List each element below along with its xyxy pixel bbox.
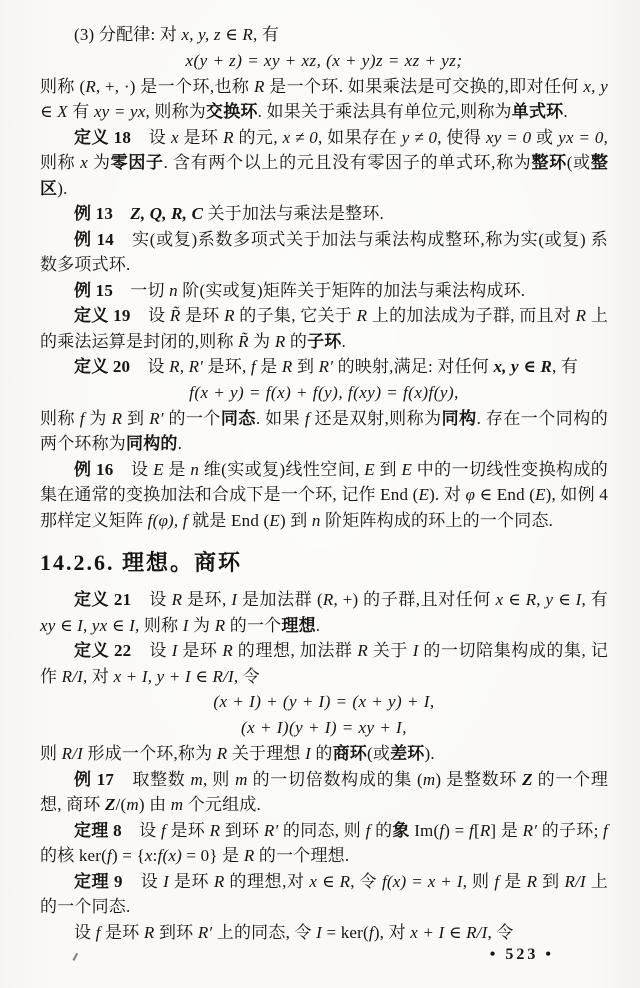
text-segment: 到	[122, 408, 150, 428]
text-segment: 定义 19	[74, 306, 131, 325]
text-segment: x	[171, 127, 179, 147]
para-theorem-8	[40, 818, 608, 869]
text-segment: 是	[255, 357, 282, 376]
text-segment: 上的加法成为子群, 而且对	[367, 306, 576, 325]
text-segment: E	[418, 485, 430, 504]
text-segment: x(y + z) = xy + xz, (x + y)z = xz + yz;	[185, 50, 463, 70]
text-segment: R	[357, 641, 368, 660]
text-segment: R	[143, 922, 155, 942]
text-segment: ).	[57, 178, 68, 198]
text-segment: Z	[522, 769, 533, 789]
text-segment: 取整数	[114, 769, 191, 789]
text-segment: = ker(	[322, 922, 369, 942]
text-segment: x ∈ R, y ∈ I	[495, 590, 582, 609]
text-segment: ), 如例 4 那样定义矩阵	[40, 485, 608, 530]
text-segment: R	[479, 820, 491, 840]
text-segment: (3) 分配律: 对	[74, 25, 182, 44]
text-segment: , +, ·) 是一个环,也称	[95, 76, 254, 96]
text-segment: x, y ∈ X	[40, 76, 608, 121]
text-segment: .	[563, 102, 568, 121]
text-segment: 的映射,满足: 对任何	[333, 357, 494, 376]
text-segment: R	[224, 306, 235, 325]
text-segment: 上的一个同态.	[40, 871, 608, 916]
text-segment: , +) 的子群,且对任何	[333, 590, 496, 609]
text-segment: f(x)	[157, 846, 182, 865]
text-segment: R	[213, 871, 225, 891]
para-definition-21	[40, 587, 608, 638]
text-segment: End (	[492, 485, 536, 504]
para-quotient-ring	[40, 741, 608, 767]
para-closing	[40, 920, 608, 946]
text-segment: E	[364, 459, 375, 479]
text-segment: 到	[292, 357, 319, 376]
text-segment: R′	[263, 820, 279, 840]
text-segment: R	[526, 871, 538, 891]
text-segment: 关于	[367, 641, 413, 660]
text-segment: 例 16	[74, 459, 114, 479]
text-segment: R̃	[169, 306, 181, 325]
text-segment: I	[163, 871, 170, 891]
text-segment: xy ∈ I, yx ∈ I	[40, 615, 135, 635]
text-segment: , 则	[462, 871, 495, 891]
text-segment: .	[177, 434, 183, 453]
text-segment: 到环	[220, 820, 264, 840]
text-segment: 例 17	[74, 769, 115, 789]
text-segment: 形成一个环,称为	[83, 744, 217, 763]
text-segment: .	[315, 615, 321, 635]
text-segment: 设	[130, 357, 170, 376]
text-segment: 的子集, 它关于	[234, 306, 357, 325]
text-segment: m	[422, 769, 436, 789]
text-segment: , 令	[233, 666, 261, 686]
text-segment: R′	[522, 820, 538, 840]
text-segment: 的	[285, 331, 308, 351]
para-ring-definition	[40, 74, 608, 125]
text-segment: xy = 0	[486, 127, 532, 147]
text-segment: I	[171, 641, 178, 660]
text-segment: f	[95, 922, 101, 942]
text-segment: 的	[370, 820, 393, 840]
text-segment: 设	[131, 641, 172, 660]
text-segment: 个元组成.	[183, 795, 261, 814]
text-segment: 是环	[165, 820, 210, 840]
text-segment: I	[231, 590, 238, 609]
text-segment: 中的一切线性变换构成的集在通常的变换加法和合成下是一个环, 记作 End (	[40, 459, 608, 504]
text-segment: 到	[537, 871, 565, 891]
text-segment: ) 到	[279, 510, 312, 530]
text-segment: , 则称为	[145, 102, 206, 121]
text-segment: R	[575, 306, 587, 325]
text-segment: ) = {	[111, 846, 145, 865]
para-example-16	[40, 457, 608, 534]
doc-blocks	[40, 22, 608, 945]
text-segment: ). 对	[429, 485, 466, 504]
text-segment: 设	[113, 459, 154, 479]
text-segment: 是环	[180, 306, 225, 325]
text-segment: 阶矩阵构成的环上的一个同态.	[320, 510, 554, 530]
text-segment: ) 是整数环	[435, 769, 523, 789]
text-segment: . 如果关于乘法具有单位元,则称为	[257, 102, 512, 121]
text-segment: 设	[131, 590, 172, 609]
para-example-13	[40, 201, 608, 227]
text-segment: 还是双射,则称为	[309, 408, 442, 428]
text-segment: R	[214, 615, 226, 635]
text-segment: x ∈ R	[309, 871, 351, 891]
text-segment: 同构的	[126, 434, 178, 453]
text-segment: . 含有两个以上的元且没有零因子的单式环,称为	[163, 153, 532, 172]
text-segment: 整区	[40, 153, 609, 198]
text-segment: .	[341, 331, 346, 351]
para-definition-18	[40, 125, 608, 202]
para-theorem-9	[40, 869, 608, 920]
text-segment: f	[494, 871, 500, 891]
text-segment: 定义 21	[74, 590, 132, 609]
text-segment: , 对	[83, 666, 114, 686]
text-segment: , 令	[487, 922, 514, 942]
text-segment: 定理 8	[74, 820, 122, 840]
text-segment: n	[311, 510, 321, 530]
text-segment: 的一个	[163, 408, 221, 428]
para-example-14	[40, 227, 608, 278]
text-segment: 零因子	[110, 153, 164, 172]
equation-coset-product	[40, 715, 608, 741]
text-segment: f	[368, 922, 374, 942]
text-segment: 到	[374, 459, 402, 479]
text-segment: 则称 (	[40, 76, 86, 96]
text-segment: /(	[115, 795, 127, 814]
text-segment: Z, Q, R, C	[130, 204, 204, 223]
text-segment: φ ∈	[465, 485, 493, 504]
text-segment: 上的乘法运算是封闭的,则称	[40, 306, 609, 351]
text-segment	[113, 204, 130, 223]
text-segment: 则称	[40, 408, 80, 428]
text-segment: 阶(实或复)矩阵关于矩阵的加法与乘法构成环.	[177, 280, 526, 300]
text-segment: , 有	[252, 25, 280, 44]
text-segment: (或	[566, 153, 591, 172]
text-segment: 14.2.6. 理想。商环	[40, 550, 243, 575]
text-segment: 定理 9	[74, 871, 123, 891]
equation-coset-sum	[40, 689, 608, 715]
text-segment: x	[80, 153, 89, 172]
text-segment: 是	[163, 459, 191, 479]
text-segment: R/I	[61, 744, 84, 763]
text-segment: yx = 0	[558, 127, 604, 147]
para-distributive-law	[40, 22, 608, 48]
text-segment: 是	[499, 871, 527, 891]
text-segment: R′	[318, 357, 334, 376]
text-segment: n	[169, 280, 178, 300]
text-segment: x ≠ 0	[282, 127, 318, 147]
text-segment: R, R′	[169, 357, 204, 376]
text-segment: 象	[392, 820, 410, 840]
text-segment: 为	[88, 153, 111, 172]
text-segment: , 如果存在	[317, 127, 402, 147]
text-segment: m	[170, 795, 184, 814]
text-segment: ), 对	[373, 922, 411, 942]
text-segment: R	[216, 744, 228, 763]
text-segment: x + I ∈ R/I	[410, 922, 488, 942]
text-segment: 设	[122, 871, 164, 891]
text-segment: R	[111, 408, 123, 428]
text-segment: I	[305, 744, 311, 763]
text-segment: f	[304, 408, 310, 428]
text-segment: ) 由	[138, 795, 171, 814]
text-segment: 设	[121, 820, 162, 840]
text-segment: 的	[310, 744, 333, 763]
text-segment: 的子环;	[537, 820, 604, 840]
text-segment: , 则称	[40, 127, 609, 172]
text-segment: (x + I) + (y + I) = (x + y) + I,	[213, 692, 435, 711]
para-definition-20	[40, 354, 608, 380]
text-segment: 的核 ker(	[40, 846, 108, 865]
para-definition-22	[40, 638, 608, 689]
text-segment: 差环	[390, 744, 425, 763]
text-segment: 的同态, 则	[278, 820, 366, 840]
text-segment: 设	[131, 127, 171, 147]
text-segment: f	[603, 820, 608, 840]
text-segment: 定义 22	[74, 641, 132, 660]
text-segment: , 令	[350, 871, 382, 891]
text-segment: f	[79, 408, 85, 428]
text-segment: f	[107, 846, 112, 865]
text-segment: 例 14	[74, 229, 114, 249]
text-segment: R	[223, 127, 234, 147]
text-segment: , 使得	[437, 127, 487, 147]
text-segment: m	[235, 769, 248, 789]
equation-distributive	[40, 48, 608, 74]
text-segment: R	[274, 331, 286, 351]
text-segment: 的一个	[225, 615, 282, 635]
text-segment: ).	[424, 744, 435, 763]
text-segment: 为	[248, 331, 275, 351]
text-segment: 单式环	[511, 102, 564, 121]
text-segment: x	[144, 846, 153, 865]
text-segment: , 有	[552, 357, 579, 376]
text-segment: . 存在一个同构的两个环称为	[40, 408, 608, 453]
text-segment: xy = yx	[93, 102, 146, 121]
text-segment: 是环,	[203, 357, 251, 376]
text-segment: Z	[104, 795, 116, 814]
text-segment: 整环	[531, 153, 567, 172]
text-segment: m	[190, 769, 203, 789]
para-example-17	[40, 767, 608, 818]
text-segment: , 有	[581, 590, 608, 609]
text-segment: f	[439, 820, 445, 840]
text-segment: 上的同态, 令	[212, 922, 317, 942]
text-segment: 是环,	[182, 590, 232, 609]
text-segment: R	[281, 357, 293, 376]
text-segment: f	[469, 820, 474, 840]
text-segment: 的一个理想.	[254, 846, 350, 865]
para-definition-19	[40, 303, 608, 354]
text-segment: y ≠ 0	[401, 127, 438, 147]
text-segment: 同态	[220, 408, 256, 428]
text-segment: R	[222, 641, 233, 660]
text-segment: 是环	[100, 922, 144, 942]
scan-mark	[73, 953, 83, 963]
text-segment: R	[356, 306, 368, 325]
text-segment: , 则	[202, 769, 236, 789]
text-segment: 理想	[281, 615, 316, 635]
text-segment: I	[412, 641, 419, 660]
text-segment: . 如果	[255, 408, 305, 428]
text-segment: R′	[149, 408, 164, 428]
text-segment: (x + I)(y + I) = xy + I,	[241, 718, 407, 737]
text-segment: 或	[531, 127, 559, 147]
text-segment: E	[269, 510, 280, 530]
text-segment: 例 13	[74, 204, 114, 223]
text-segment: 的一个理想, 商环	[40, 769, 609, 814]
para-homomorphism	[40, 406, 608, 457]
text-segment: f(φ), f	[147, 510, 188, 530]
text-segment: 例 15	[74, 280, 114, 300]
equation-homomorphism	[40, 380, 608, 406]
text-segment: R	[322, 590, 334, 609]
text-segment: 同构	[441, 408, 477, 428]
text-segment: E	[535, 485, 546, 504]
text-segment: f(x + y) = f(x) + f(y), f(xy) = f(x)f(y),	[189, 382, 459, 402]
text-segment: 到环	[154, 922, 198, 942]
page-number: • 523 •	[489, 946, 554, 963]
text-segment: n	[190, 459, 200, 479]
text-segment: 设	[74, 922, 96, 942]
text-segment: 实(或复)系数多项式关于加法与乘法构成整环,称为实(或复) 系数多项式环.	[40, 229, 608, 274]
text-segment: [	[473, 820, 480, 840]
text-segment: x + I, y + I ∈ R/I	[113, 666, 234, 686]
text-segment: I	[182, 615, 189, 635]
text-segment: I	[316, 922, 323, 942]
text-segment: f(x) = x + I	[381, 871, 463, 891]
text-segment: R	[253, 76, 265, 96]
text-segment: 交换环	[206, 102, 258, 121]
text-segment: R/I	[61, 666, 84, 686]
text-segment: 就是 End (	[187, 510, 270, 530]
para-example-15	[40, 278, 608, 304]
text-segment: 是环	[178, 127, 224, 147]
text-segment: (或	[367, 744, 391, 763]
text-segment: :	[152, 846, 158, 865]
section-heading	[40, 548, 608, 578]
text-segment: 维(实或复)线性空间,	[199, 459, 365, 479]
text-segment: 是环	[177, 641, 223, 660]
text-segment: 定义 20	[74, 357, 131, 376]
text-segment: 则	[40, 744, 62, 763]
text-segment: 的一切倍数构成的集 (	[247, 769, 423, 789]
text-segment: 商环	[332, 744, 368, 763]
text-segment: 是加法群 (	[237, 590, 323, 609]
text-segment: E	[153, 459, 164, 479]
text-segment: 为	[188, 615, 215, 635]
text-segment: 是一个环. 如果乘法是可交换的,即对任何	[264, 76, 584, 96]
text-segment: 的理想, 加法群	[232, 641, 358, 660]
text-segment: 为	[84, 408, 112, 428]
text-segment: f	[161, 820, 166, 840]
text-segment: f	[250, 357, 256, 376]
text-segment: 设	[130, 306, 170, 325]
text-segment: R	[209, 820, 221, 840]
text-segment: ) =	[444, 820, 470, 840]
text-segment: Im(	[409, 820, 440, 840]
text-segment: 是环	[169, 871, 214, 891]
text-segment: = 0} 是	[181, 846, 244, 865]
text-segment: 一切	[113, 280, 170, 300]
text-segment: R	[85, 76, 96, 96]
text-segment: ] 是	[490, 820, 523, 840]
text-segment: R	[243, 846, 255, 865]
text-segment: 有	[67, 102, 94, 121]
text-segment: R/I	[564, 871, 586, 891]
text-segment: E	[401, 459, 413, 479]
text-segment: R̃	[238, 331, 249, 351]
text-segment: 关于理想	[227, 744, 306, 763]
text-segment: 子环	[307, 331, 342, 351]
text-segment: 关于加法与乘法是整环.	[203, 204, 385, 223]
text-segment: R′	[197, 922, 213, 942]
text-segment: , 则称	[134, 615, 183, 635]
text-segment: 的一切陪集构成的集, 记作	[40, 641, 609, 686]
text-segment: R	[171, 590, 183, 609]
text-segment: m	[126, 795, 139, 814]
text-segment: x, y ∈ R	[493, 357, 553, 376]
text-segment: 的理想,对	[224, 871, 310, 891]
text-segment: 的元,	[233, 127, 283, 147]
text-segment: x, y, z ∈ R	[181, 25, 253, 44]
text-segment: f	[365, 820, 371, 840]
text-segment: 定义 18	[74, 127, 132, 147]
